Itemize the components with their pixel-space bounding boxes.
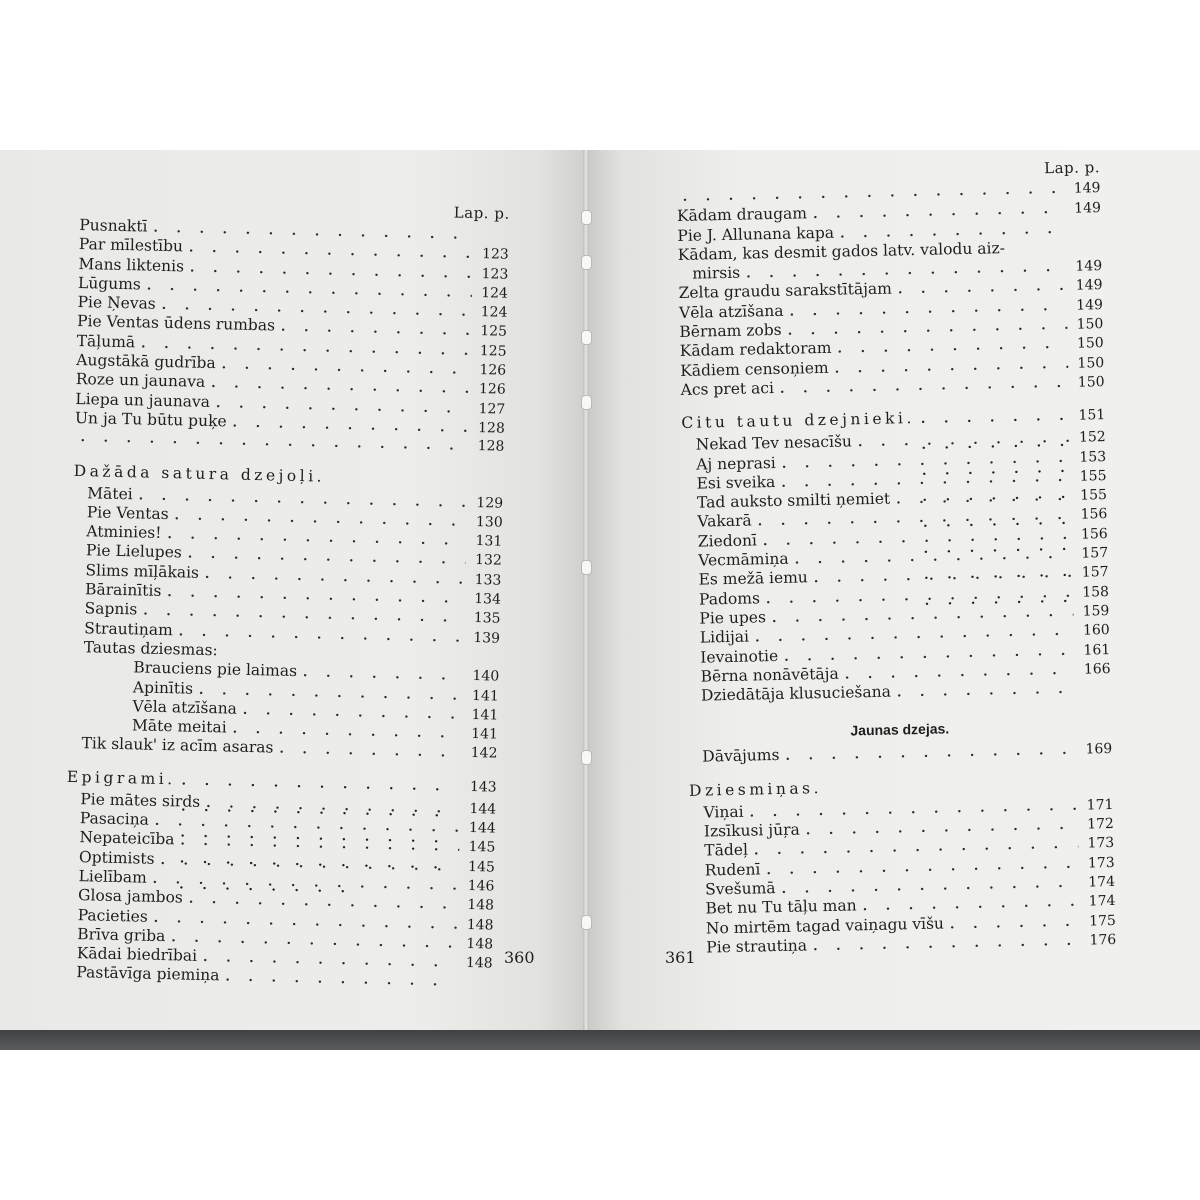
entry-title: Tad auksto smilti ņemiet [696, 489, 891, 512]
entry-title: Lielībam [78, 867, 147, 887]
entry-title: Mātei [87, 483, 133, 503]
entry-title: Pie Lielupes [85, 541, 183, 562]
binding-stitch [581, 560, 592, 575]
entry-page: 150 [1077, 374, 1105, 391]
binding-stitch [581, 210, 592, 225]
entry-title: Tik slauk' iz acīm asaras [81, 734, 274, 757]
entry-page: 123 [481, 265, 509, 283]
entry-title: Pie Ņevas [77, 293, 156, 313]
toc-list-dziesminas [689, 795, 1116, 958]
page-column-header: Lap. p. [1043, 158, 1101, 178]
entry-title: Ziedonī [697, 531, 758, 551]
entry-title: Bet nu Tu tāļu man [705, 896, 857, 918]
entry-page: 133 [474, 571, 502, 589]
entry-page: 128 [477, 438, 505, 455]
entry-page: 166 [1083, 660, 1111, 678]
entry-title: Acs pret aci [680, 378, 775, 399]
entry-title: Par mīlestību [78, 235, 184, 256]
entry-page: 173 [1087, 835, 1115, 852]
entry-page: 153 [1079, 448, 1107, 466]
entry-page: 159 [1082, 602, 1110, 620]
subheading-title: Tautas dziesmas: [83, 638, 218, 660]
entry-title: mirsis [692, 263, 741, 283]
entry-title: Apinītis [132, 677, 194, 698]
entry-title: Lidijai [699, 627, 750, 647]
entry-page: 148 [466, 935, 494, 953]
leader-dots [897, 680, 1076, 703]
entry-title: Nekad Tev nesacīšu [695, 432, 853, 454]
page-number: 361 [665, 948, 696, 967]
entry-title: Tāļumā [76, 331, 136, 352]
entry-title: Optimists [78, 847, 155, 868]
entry-page: 157 [1081, 545, 1109, 562]
entry-page: 156 [1080, 506, 1108, 524]
binding-stitch [581, 915, 592, 930]
entry-page: 150 [1076, 316, 1104, 333]
entry-page: 135 [473, 610, 501, 627]
entry-page [456, 986, 492, 987]
entry-title: Lūgums [77, 273, 142, 294]
section-heading: Dažāda satura dzejoļi. [73, 461, 326, 486]
entry-title: Liepa un jaunava [75, 389, 211, 411]
entry-page: 145 [467, 858, 496, 876]
entry-page: 129 [476, 494, 504, 512]
book-spine [583, 150, 589, 1030]
leader-dots [279, 740, 461, 763]
toc-list-top-left [74, 216, 509, 457]
entry-page: 151 [1078, 407, 1106, 424]
entry-title: Kādam, kas desmit gados latv. valodu aiz- [677, 239, 1006, 264]
entry-title: Glosa jambos [77, 886, 184, 907]
entry-page [473, 239, 509, 240]
entry-page: 148 [466, 916, 494, 934]
entry-page: 149 [1075, 258, 1103, 275]
leader-dots [785, 741, 1076, 766]
entry-page: 132 [474, 552, 503, 570]
entry-page: 145 [468, 839, 496, 856]
entry-page: 157 [1081, 564, 1109, 581]
entry-title: Svešumā [704, 878, 776, 899]
entry-title: Pie mātes sirds [80, 789, 201, 811]
entry-title: Brīva griba [77, 924, 166, 945]
entry-title: Vēla atzīšana [678, 301, 784, 322]
entry-page: 171 [1086, 796, 1114, 814]
entry-title: Viņai [703, 802, 744, 822]
entry-title: Aj neprasi [696, 453, 776, 474]
entry-title: Pasaciņa [79, 809, 150, 829]
entry-title: Esi sveika [696, 472, 776, 493]
entry-page: 160 [1082, 622, 1110, 639]
entry-page: 125 [480, 323, 508, 341]
entry-title: Vēla atzīšana [132, 697, 238, 718]
entry-page: 134 [474, 591, 502, 608]
entry-page: 123 [481, 246, 509, 264]
entry-page: 140 [472, 668, 500, 685]
entry-page: 142 [470, 745, 498, 763]
entry-page: 149 [1074, 200, 1102, 217]
entry-title: Kādiem censoņiem [680, 358, 829, 380]
entry-title: Dāvājums [702, 746, 780, 766]
entry-page: 174 [1088, 893, 1116, 910]
right-page-contents [676, 159, 1116, 958]
entry-title: Kādai biedrībai [76, 944, 198, 965]
entry-page: 172 [1086, 815, 1115, 833]
entry-page: 128 [477, 420, 506, 437]
entry-title: Atminies! [86, 522, 162, 543]
page-number: 360 [504, 948, 535, 967]
entry-title: Izsīkusi jūŗa [703, 820, 800, 841]
entry-page: 126 [479, 362, 507, 379]
entry-page: 141 [471, 687, 499, 705]
entry-page: 149 [1075, 277, 1103, 295]
entry-page: 146 [467, 877, 495, 895]
entry-title: Pie upes [699, 608, 767, 628]
entry-title: Pacieties [77, 905, 148, 926]
entry-title: Augstākā gudrība [76, 351, 216, 373]
entry-title: Māte meitai [131, 716, 227, 737]
toc-list-top-right [676, 179, 1104, 400]
entry-page: 143 [469, 778, 497, 796]
entry-title: No mirtēm tagad vaiņagu vīšu [705, 914, 945, 938]
binding-stitch [581, 330, 592, 345]
entry-title: Bērna nonāvētāja [700, 664, 839, 686]
binding-stitch [581, 255, 592, 270]
entry-page: 149 [1076, 296, 1104, 314]
entry-title: Vecmāmiņa [698, 549, 789, 570]
entry-page: 161 [1083, 641, 1111, 659]
entry-title: Bārainītis [84, 580, 162, 600]
section-heading: Dziesmiņas. [688, 778, 823, 800]
entry-page: 139 [473, 629, 501, 647]
entry-page: 155 [1079, 467, 1107, 485]
entry-title: Tādeļ [704, 840, 749, 860]
entry-page: 141 [471, 706, 499, 724]
entry-page: 156 [1080, 525, 1108, 543]
entry-title: Ievainotie [700, 646, 779, 667]
entry-title: Sapnis [84, 599, 138, 619]
entry-page: 152 [1078, 429, 1106, 446]
entry-page [1075, 692, 1111, 693]
entry-title: Pie Ventas ūdens rumbas [76, 312, 276, 335]
entry-title: Nepateicība [79, 828, 175, 849]
entry-title: Brauciens pie laimas [133, 658, 298, 681]
toc-list-epigrami [62, 790, 496, 993]
entry-page: 169 [1085, 741, 1113, 758]
entry-page: 174 [1088, 873, 1116, 891]
entry-page: 176 [1089, 931, 1117, 949]
entry-title: Un ja Tu būtu puķe [74, 408, 227, 431]
entry-title: Kādam draugam [676, 204, 808, 226]
entry-title: Zelta graudu sarakstītājam [678, 279, 893, 303]
entry-title: Strautiņam [83, 618, 173, 639]
binding-stitch [581, 750, 592, 765]
entry-page: 150 [1076, 335, 1104, 353]
section-heading: Jaunas dzejas. [850, 720, 950, 739]
entry-title: Slims mīļākais [85, 560, 200, 582]
section-heading-title: Epigrami. [66, 767, 176, 789]
entry-page [1065, 232, 1101, 233]
entry-title: Rudenī [704, 859, 761, 880]
entry-title: Es mežā iemu [698, 568, 809, 589]
entry-page: 148 [465, 955, 493, 972]
entry-page: 124 [480, 304, 508, 321]
section-heading-title: Citu tautu dzejnieki. [681, 409, 915, 433]
entry-page: 130 [475, 513, 503, 531]
entry-title: Mans liktenis [78, 254, 185, 275]
toc-list-dazada [67, 483, 503, 763]
entry-page: 126 [478, 381, 506, 399]
entry-page: 158 [1082, 583, 1110, 601]
entry-title: Pie Ventas [86, 503, 169, 523]
entry-title: Pie J. Allunana kapa [677, 223, 835, 245]
entry-page: 173 [1087, 854, 1115, 872]
entry-page: 131 [475, 533, 503, 550]
entry-title: Padoms [698, 588, 761, 609]
entry-page: 144 [469, 800, 497, 818]
entry-title: Pusnaktī [79, 215, 148, 236]
toc-list-citu [682, 427, 1112, 706]
entry-title: Bērnam zobs [679, 320, 782, 342]
entry-title: Vakarā [697, 511, 752, 532]
entry-page: 149 [1073, 180, 1101, 197]
entry-page: 125 [479, 342, 507, 360]
entry-title: Dziedātāja klusuciešana [700, 682, 892, 705]
entry-page: 141 [470, 726, 499, 743]
entry-page: 124 [480, 285, 509, 302]
binding-stitch [581, 395, 592, 410]
entry-page: 144 [468, 820, 496, 837]
entry-title: Roze un jaunava [75, 370, 206, 392]
entry-title: Pastāvīga piemiņa [76, 963, 220, 985]
entry-title: Pie strautiņa [706, 936, 808, 957]
left-page-contents [62, 196, 510, 992]
entry-title: Kādam redaktoram [679, 339, 832, 361]
entry-page: 155 [1080, 487, 1108, 504]
entry-page: 148 [467, 897, 495, 914]
book-bottom-shadow [0, 1030, 1200, 1050]
entry-page: 175 [1088, 912, 1117, 930]
entry-page: 127 [478, 400, 506, 418]
page-column-header: Lap. p. [453, 203, 510, 223]
entry-page [1011, 252, 1047, 253]
entry-page: 150 [1077, 354, 1105, 372]
